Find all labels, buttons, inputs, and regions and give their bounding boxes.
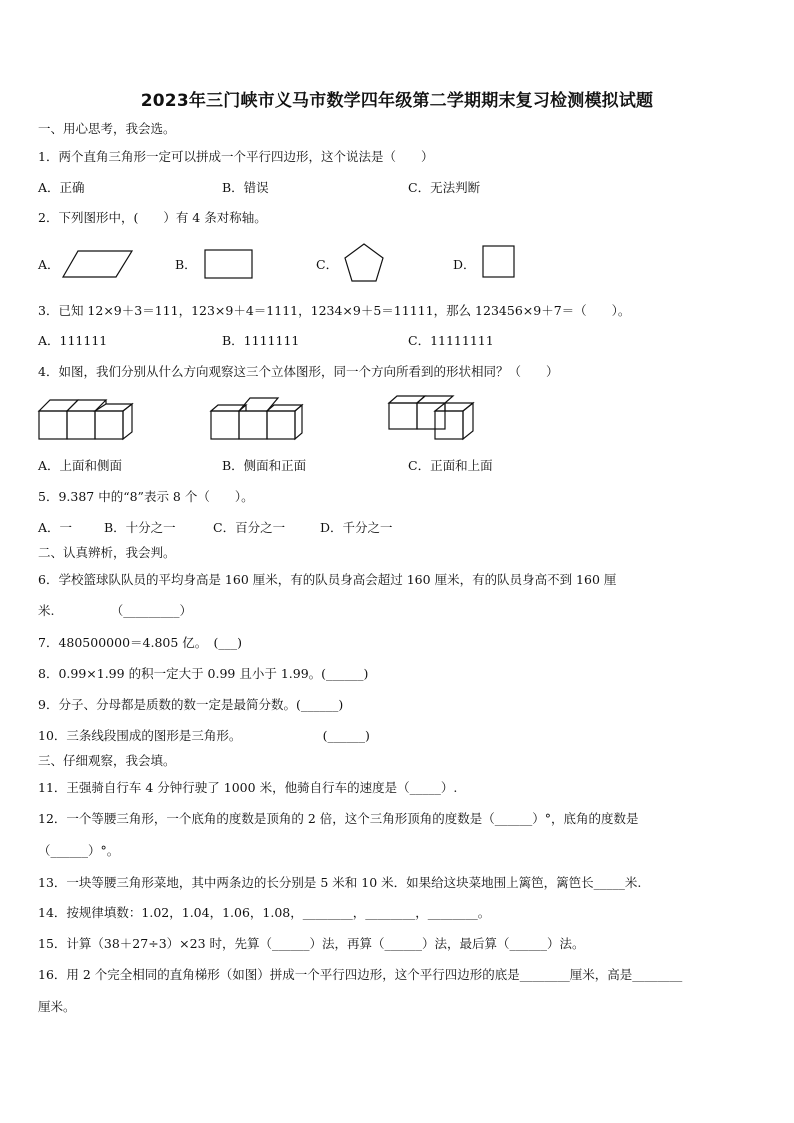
section-heading-1: 一、用心思考，我会选。 xyxy=(38,121,176,136)
question-2: 2．下列图形中，( ）有 4 条对称轴。 xyxy=(38,210,267,225)
question-8: 8．0.99×1.99 的积一定大于 0.99 且小于 1.99。(______) xyxy=(38,666,369,681)
question-12-cont: （______）°。 xyxy=(38,843,120,858)
q4-option-c: C．正面和上面 xyxy=(408,458,493,473)
section-heading-2: 二、认真辨析，我会判。 xyxy=(38,545,176,560)
q1-option-b: B．错误 xyxy=(222,180,269,195)
question-6: 6．学校篮球队队员的平均身高是 160 厘米，有的队员身高会超过 160 厘米，有的队员身高不到 160 厘 xyxy=(38,572,617,587)
page-title: 2023年三门峡市义马市数学四年级第二学期期末复习检测模拟试题 xyxy=(140,91,654,111)
q5-option-a: A．一 xyxy=(38,520,73,535)
q2-option-b: B． xyxy=(175,257,197,272)
question-16: 16．用 2 个完全相同的直角梯形（如图）拼成一个平行四边形，这个平行四边形的底是________厘米，高是________ xyxy=(38,967,683,982)
parallelogram-icon xyxy=(62,249,134,279)
q1-option-a: A．正确 xyxy=(38,180,85,195)
q2-option-a: A． xyxy=(38,257,60,272)
q3-option-a: A．111111 xyxy=(38,333,108,348)
question-7: 7．480500000＝4.805 亿。 (___) xyxy=(38,635,243,650)
q5-option-d: D．千分之一 xyxy=(320,520,393,535)
section-heading-3: 三、仔细观察，我会填。 xyxy=(38,753,176,768)
question-12: 12．一个等腰三角形，一个底角的度数是顶角的 2 倍，这个三角形顶角的度数是（______）°，底角的度数是 xyxy=(38,811,639,826)
question-3: 3．已知 12×9＋3＝111，123×9＋4＝1111，1234×9＋5＝11111，那么 123456×9＋7＝（ ）。 xyxy=(38,303,631,318)
question-13: 13．一块等腰三角形菜地，其中两条边的长分别是 5 米和 10 米．如果给这块菜地围上篱笆，篱笆长_____米. xyxy=(38,875,642,890)
q3-option-c: C．11111111 xyxy=(408,333,494,348)
solid-figure-1 xyxy=(38,395,134,443)
q2-option-d: D． xyxy=(453,257,476,272)
q4-option-a: A．上面和侧面 xyxy=(38,458,123,473)
question-1: 1．两个直角三角形一定可以拼成一个平行四边形，这个说法是（ ） xyxy=(38,149,434,164)
question-5: 5．9.387 中的“8”表示 8 个（ ）。 xyxy=(38,489,254,504)
rectangle-icon xyxy=(204,249,254,279)
square-icon xyxy=(482,245,516,279)
question-10: 10．三条线段围成的图形是三角形。 (______) xyxy=(38,728,370,743)
pentagon-icon xyxy=(343,243,385,283)
q5-option-b: B．十分之一 xyxy=(104,520,176,535)
question-14: 14．按规律填数：1.02，1.04，1.06，1.08，________，________，________。 xyxy=(38,905,491,920)
question-15: 15．计算（38＋27÷3）×23 时，先算（______）法，再算（______）法，最后算（______）法。 xyxy=(38,936,585,951)
q2-option-c: C． xyxy=(316,257,339,272)
q5-option-c: C．百分之一 xyxy=(213,520,286,535)
question-11: 11．王强骑自行车 4 分钟行驶了 1000 米，他骑自行车的速度是（_____）. xyxy=(38,780,458,795)
question-9: 9．分子、分母都是质数的数一定是最简分数。(______) xyxy=(38,697,344,712)
q3-option-b: B．1111111 xyxy=(222,333,300,348)
question-16-cont: 厘米。 xyxy=(38,999,76,1014)
q1-option-c: C．无法判断 xyxy=(408,180,481,195)
question-6-cont: 米. （_________） xyxy=(38,603,192,618)
q4-option-b: B．侧面和正面 xyxy=(222,458,307,473)
solid-figure-3 xyxy=(388,393,484,443)
question-4: 4．如图，我们分别从什么方向观察这三个立体图形，同一个方向所看到的形状相同？（ ） xyxy=(38,364,559,379)
solid-figure-2 xyxy=(210,395,306,443)
